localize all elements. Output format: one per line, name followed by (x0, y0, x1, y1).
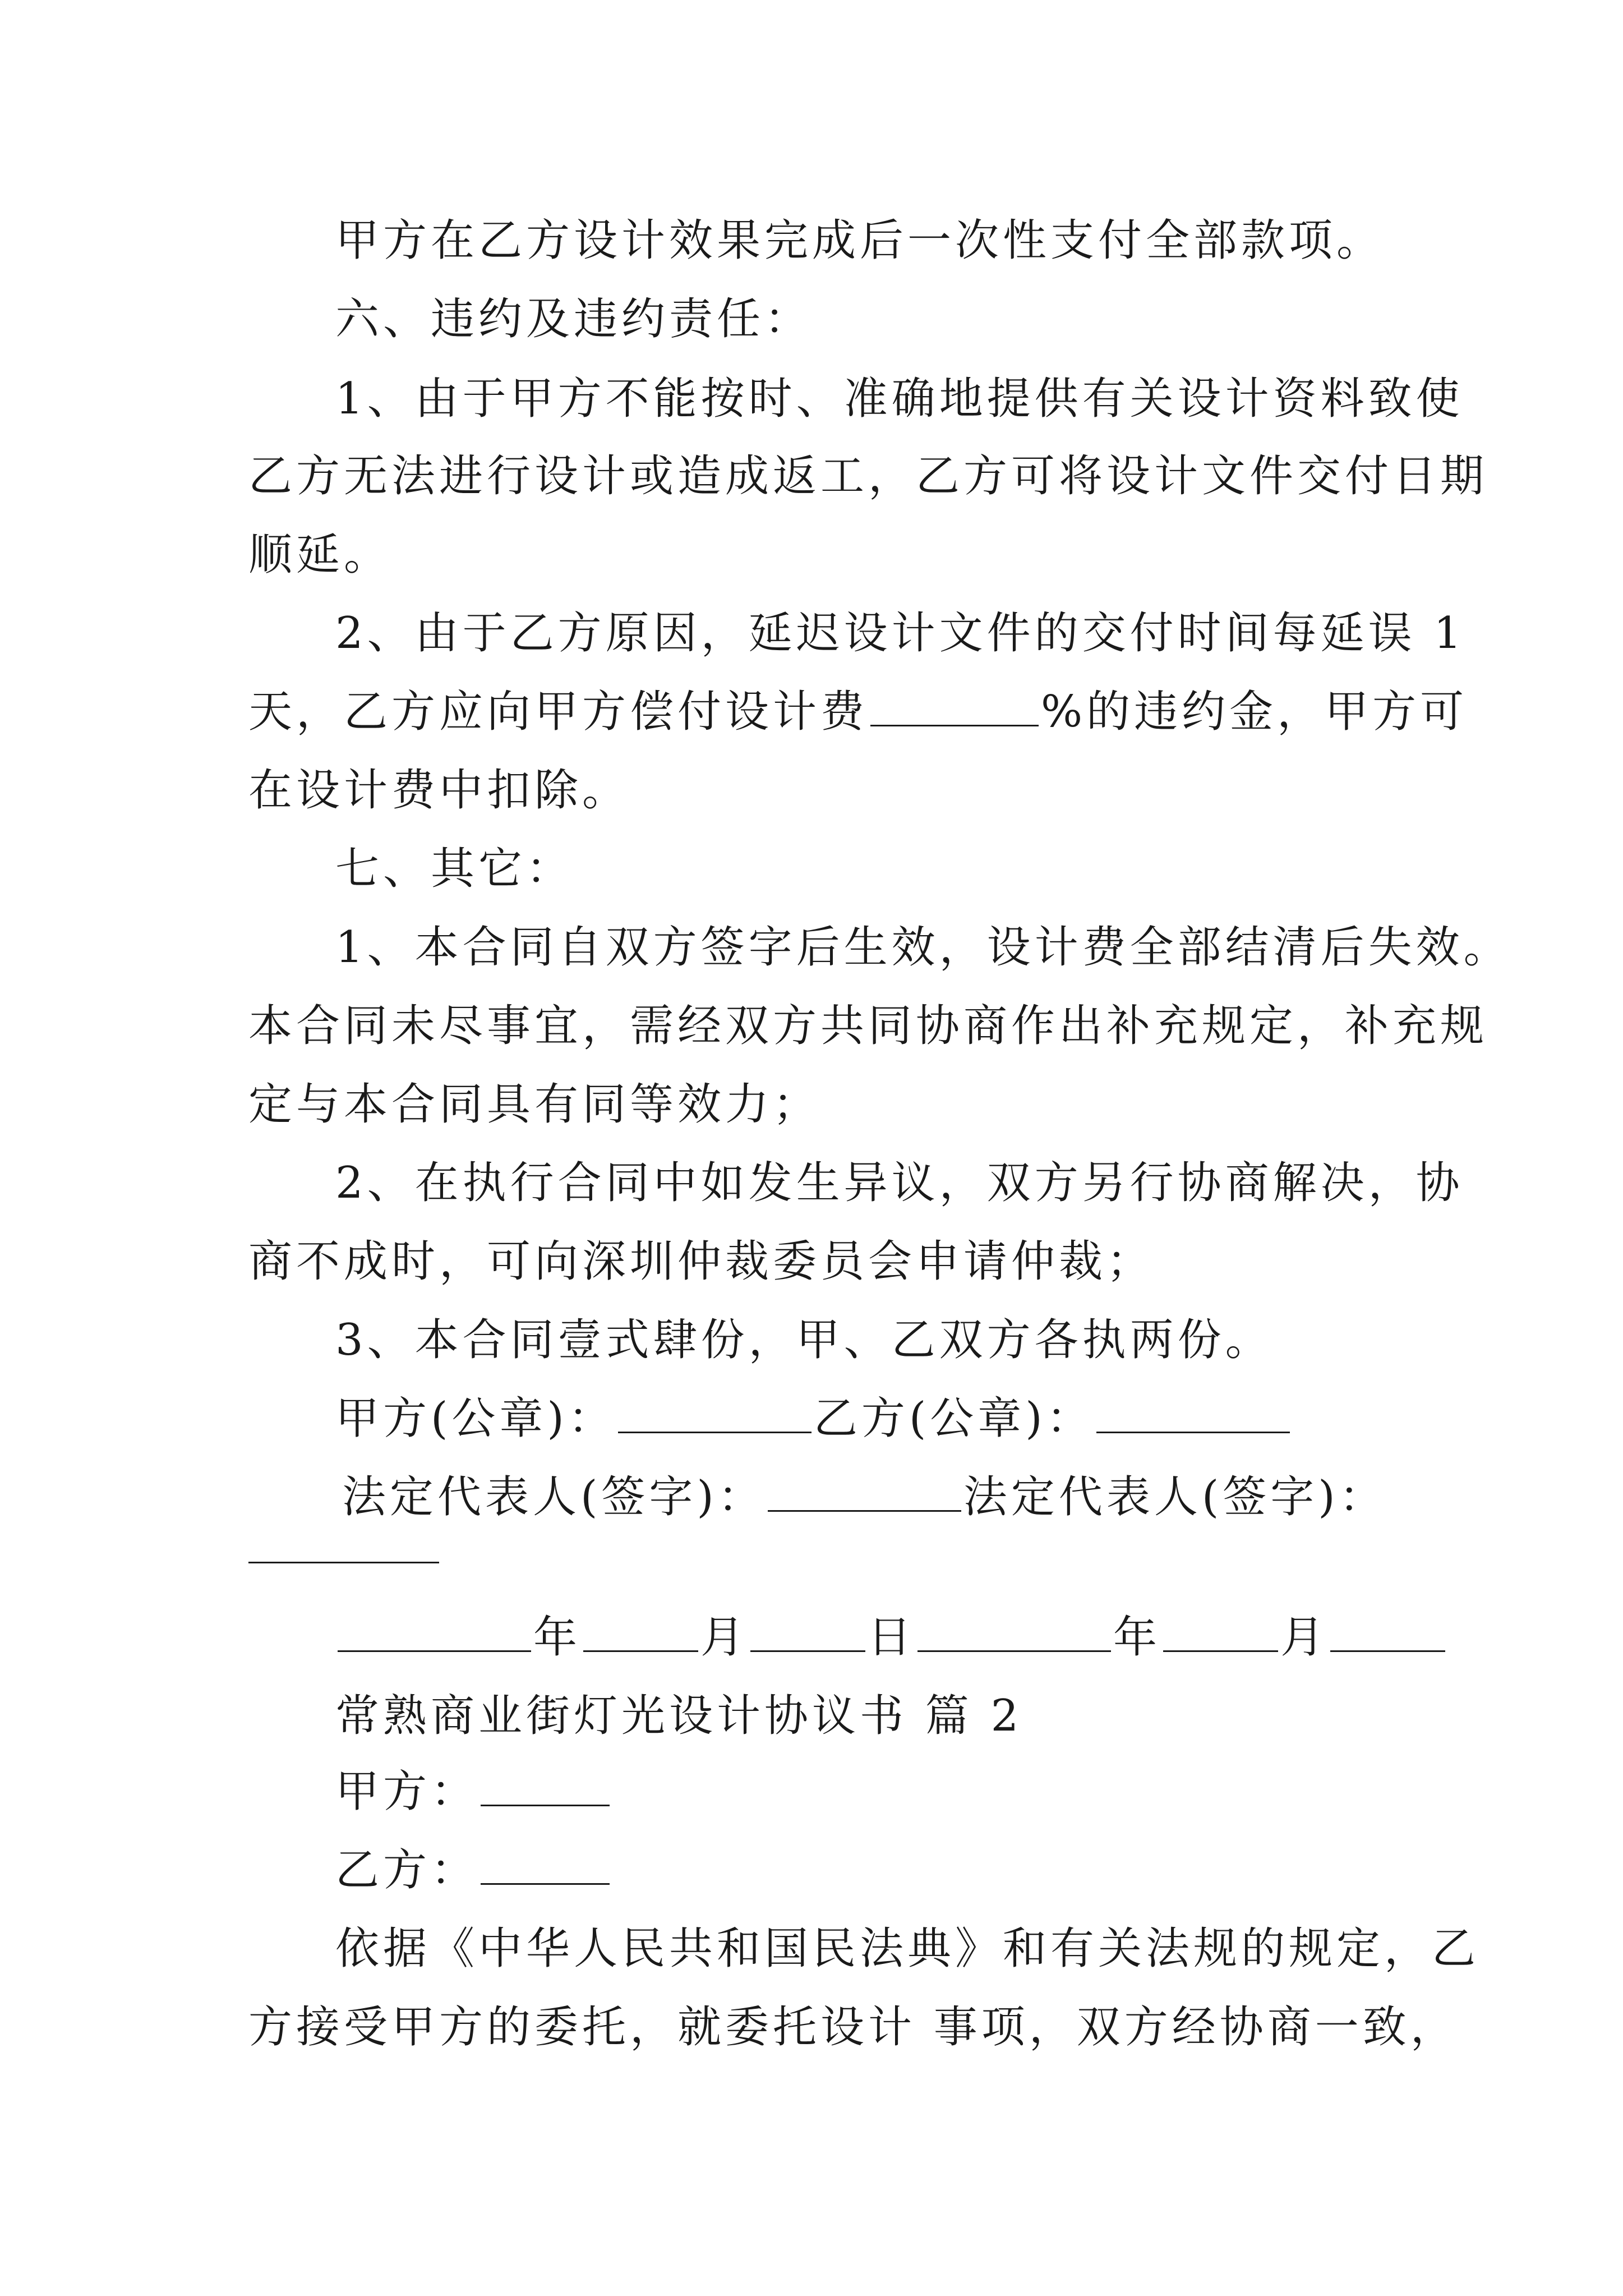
paragraph-basis: 方接受甲方的委托，就委托设计 事项，双方经协商一致， (248, 2002, 1458, 2053)
section-heading-breach: 六、违约及违约责任： (335, 294, 813, 344)
party-a-label: 甲方： (335, 1766, 479, 1817)
party-b-representative-label: 法定代表人(签字)： (963, 1472, 1387, 1522)
year-label: 年 (1113, 1612, 1161, 1663)
year-blank (338, 1618, 531, 1652)
party-b-seal-blank (1096, 1399, 1290, 1433)
clause-text: 2、在执行合同中如发生异议，双方另行协商解决，协 (335, 1158, 1464, 1208)
party-a-blank (481, 1772, 610, 1806)
party-a-seal-blank (618, 1399, 811, 1433)
clause-text: %的违约金，甲方可 (1041, 687, 1468, 737)
clause-text: 顺延。 (248, 530, 392, 580)
party-a-representative-label: 法定代表人(签字)： (342, 1472, 766, 1522)
month-blank (1163, 1618, 1278, 1652)
clause-text: 2、由于乙方原因，延迟设计文件的交付时间每延误 1 (335, 608, 1466, 659)
day-blank (750, 1618, 865, 1652)
document-title-part-2: 常熟商业街灯光设计协议书 篇 2 (335, 1691, 1023, 1741)
clause-text: 商不成时，可向深圳仲裁委员会申请仲裁； (248, 1236, 1155, 1287)
party-a-representative-blank (768, 1478, 961, 1512)
year-blank (917, 1618, 1111, 1652)
clause-text: 本合同未尽事宜，需经双方共同协商作出补充规定，补充规 (248, 1001, 1488, 1051)
representative-line (342, 1472, 1387, 1522)
party-a-line (335, 1766, 612, 1817)
day-blank (1330, 1618, 1445, 1652)
party-b-line (335, 1845, 612, 1895)
party-b-label: 乙方： (335, 1845, 479, 1895)
paragraph-basis: 依据《中华人民共和国民法典》和有关法规的规定，乙 (335, 1924, 1480, 1974)
percent-blank-line (870, 692, 1039, 726)
date-line (335, 1612, 1447, 1663)
party-b-representative-blank (248, 1559, 439, 1563)
month-blank (583, 1618, 698, 1652)
month-label: 月 (1280, 1612, 1329, 1663)
clause-text: 1、由于甲方不能按时、准确地提供有关设计资料致使 (335, 374, 1464, 424)
day-label: 日 (868, 1612, 916, 1663)
clause-text: 定与本合同具有同等效力； (248, 1079, 821, 1130)
year-label: 年 (533, 1612, 582, 1663)
clause-text: 3、本合同壹式肆份，甲、乙双方各执两份。 (335, 1315, 1273, 1365)
clause-text: 1、本合同自双方签字后生效，设计费全部结清后失效。 (335, 922, 1511, 973)
section-heading-other: 七、其它： (335, 844, 574, 894)
party-a-seal-label: 甲方(公章)： (335, 1393, 616, 1444)
clause-text: 天，乙方应向甲方偿付设计费 (248, 687, 869, 737)
paragraph-payment: 甲方在乙方设计效果完成后一次性支付全部款项。 (335, 215, 1385, 266)
month-label: 月 (700, 1612, 749, 1663)
party-b-seal-label: 乙方(公章)： (813, 1393, 1094, 1444)
party-b-blank (481, 1851, 610, 1885)
clause-text: 在设计费中扣除。 (248, 765, 630, 816)
clause-text-with-blank (248, 687, 1468, 737)
signature-seal-line (335, 1393, 1292, 1444)
clause-text: 乙方无法进行设计或造成返工，乙方可将设计文件交付日期 (248, 451, 1488, 501)
